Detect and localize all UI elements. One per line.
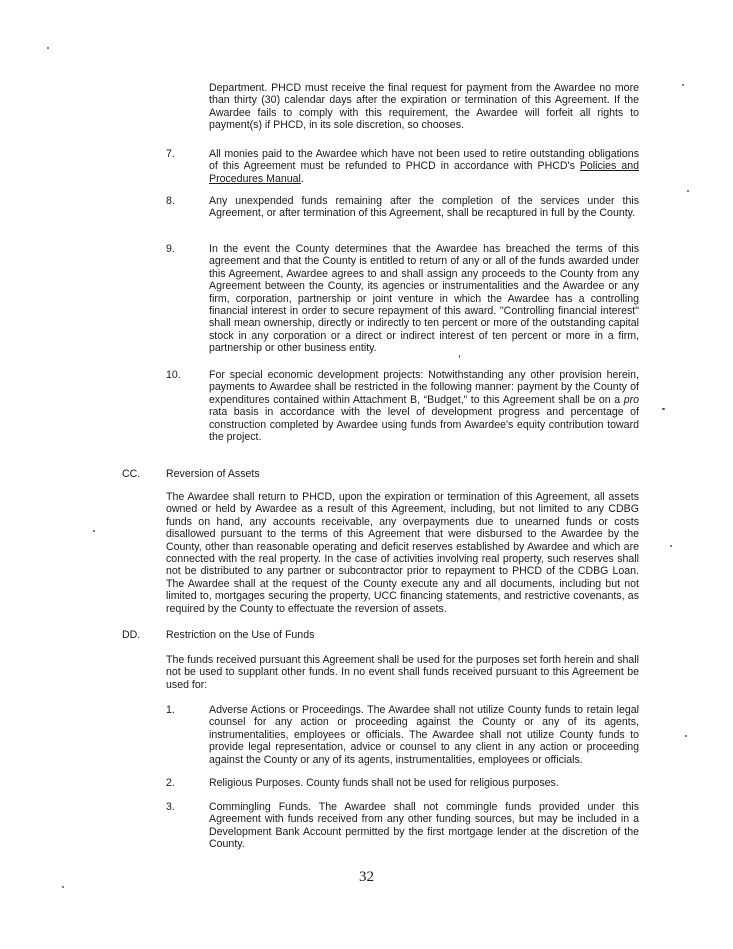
scan-speck [47,47,49,49]
section-dd-body-text: The funds received pursuant this Agreement shall be used for the purposes set forth herein and shall not be used to supplant other funds. In no event shall funds received pursuant to this Agreement be used for: [166,654,639,691]
dd-item-1-text: Adverse Actions or Proceedings. The Awardee shall not utilize County funds to retain legal counsel for any action or proceeding against the County or any of its agents, instrumentalities, employees or officials. The Awardee shall not utilize County funds to provide legal representation, advice or counsel to any client in any action or proceeding against the County or any of its agents, instrumentalities, employees or officials. [209,704,639,766]
scan-speck [670,545,672,547]
dd-item-3-text: Commingling Funds. The Awardee shall not commingle funds provided under this Agreement with funds received from any other funding sources, but may be included in a Development Bank Account permitted by the first mortgage lender at the discretion of the County. [209,801,639,851]
item-10-text-a: For special economic development projects: Notwithstanding any other provision herein, payments to Awardee shall be restricted in the following manner: payment by the County of expenditures contained within Attachment B, “Budget,” to this Agreement shall be on a [209,369,639,406]
dd-item-3-number: 3. [166,801,175,813]
scan-speck [662,408,665,410]
scan-speck [62,886,64,888]
section-cc-title: Reversion of Assets [166,468,260,480]
item-8-number: 8. [166,195,175,207]
section-dd-label: DD. [122,629,141,641]
item-7-number: 7. [166,148,175,160]
dd-item-1-number: 1. [166,704,175,716]
dd-item-2-number: 2. [166,777,175,789]
section-cc-body-text: The Awardee shall return to PHCD, upon the expiration or termination of this Agreement, all assets owned or held by Awardee as a result of this Agreement, including, but not limited to any CDBG funds on hand, any accounts receivable, any overpayments due to unearned funds or costs disallowed pursuant to the terms of this Agreement that were disbursed to the Awardee by the County, other than reasonable operating and deficit reserves established by Awardee and which are connected with the real property. In the case of activities involving real property, such reserves shall not be distributed to any partner or subcontractor prior to repayment to PHCD of the CDBG Loan. The Awardee shall at the request of the County execute any and all documents, including but not limited to, mortgages securing the property, UCC financing statements, and restrictive covenants, as required by the County to effectuate the reversion of assets. [166,491,639,615]
item-10-italic: pro [623,393,639,406]
dd-item-1-paragraph [209,704,639,766]
item-7-text: All monies paid to the Awardee which have not been used to retire outstanding obligations of this Agreement must be refunded to PHCD in accordance with PHCD's [209,148,639,173]
item-9-paragraph [209,243,639,355]
item-7-paragraph [209,148,639,185]
scan-speck [459,355,460,358]
section-cc-label: CC. [122,468,141,480]
item-7-tail: . [300,172,304,185]
section-dd-body [166,654,639,691]
item-10-number: 10. [166,369,181,381]
dd-item-2-text: Religious Purposes. County funds shall not be used for religious purposes. [209,777,559,789]
item-10-paragraph [209,369,639,443]
intro-paragraph [209,82,639,132]
scan-speck [682,84,684,86]
scan-speck [687,190,689,192]
page-number: 32 [359,869,374,885]
intro-text: Department. PHCD must receive the final request for payment from the Awardee no more than thirty (30) calendar days after the expiration or termination of this Agreement. If the Awardee fails to comply with this requirement, the Awardee will forfeit all rights to payment(s) if PHCD, in its sole discretion, so chooses. [209,82,639,132]
dd-item-2-paragraph [209,777,639,789]
dd-item-3-paragraph [209,801,639,851]
item-8-text: Any unexpended funds remaining after the completion of the services under this Agreement, or after termination of this Agreement, shall be recaptured in full by the County. [209,195,639,220]
item-8-paragraph [209,195,639,220]
item-9-number: 9. [166,243,175,255]
section-cc-body [166,491,639,615]
scan-speck [685,735,687,737]
scan-speck [93,530,95,532]
policies-manual-link: Policies and Procedures Manual [209,160,639,185]
section-dd-title: Restriction on the Use of Funds [166,629,315,641]
item-10-text-b: rata basis in accordance with the level of development progress and percentage of construction completed by Awardee using funds from Awardee's equity contribution toward the project. [209,406,639,444]
item-9-text: In the event the County determines that the Awardee has breached the terms of this agreement and that the County is entitled to return of any or all of the funds awarded under this Agreement, Awardee agrees to and shall assign any proceeds to the County from any Agreement between the County, its agencies or instrumentalities and the Awardee or any firm, corporation, partnership or joint venture in which the Awardee has a controlling financial interest in order to secure repayment of this award. "Controlling financial interest" shall mean ownership, directly or indirectly to ten percent or more of the outstanding capital stock in any corporation or a direct or indirect interest of ten percent or more in a firm, partnership or other business entity. [209,243,639,355]
